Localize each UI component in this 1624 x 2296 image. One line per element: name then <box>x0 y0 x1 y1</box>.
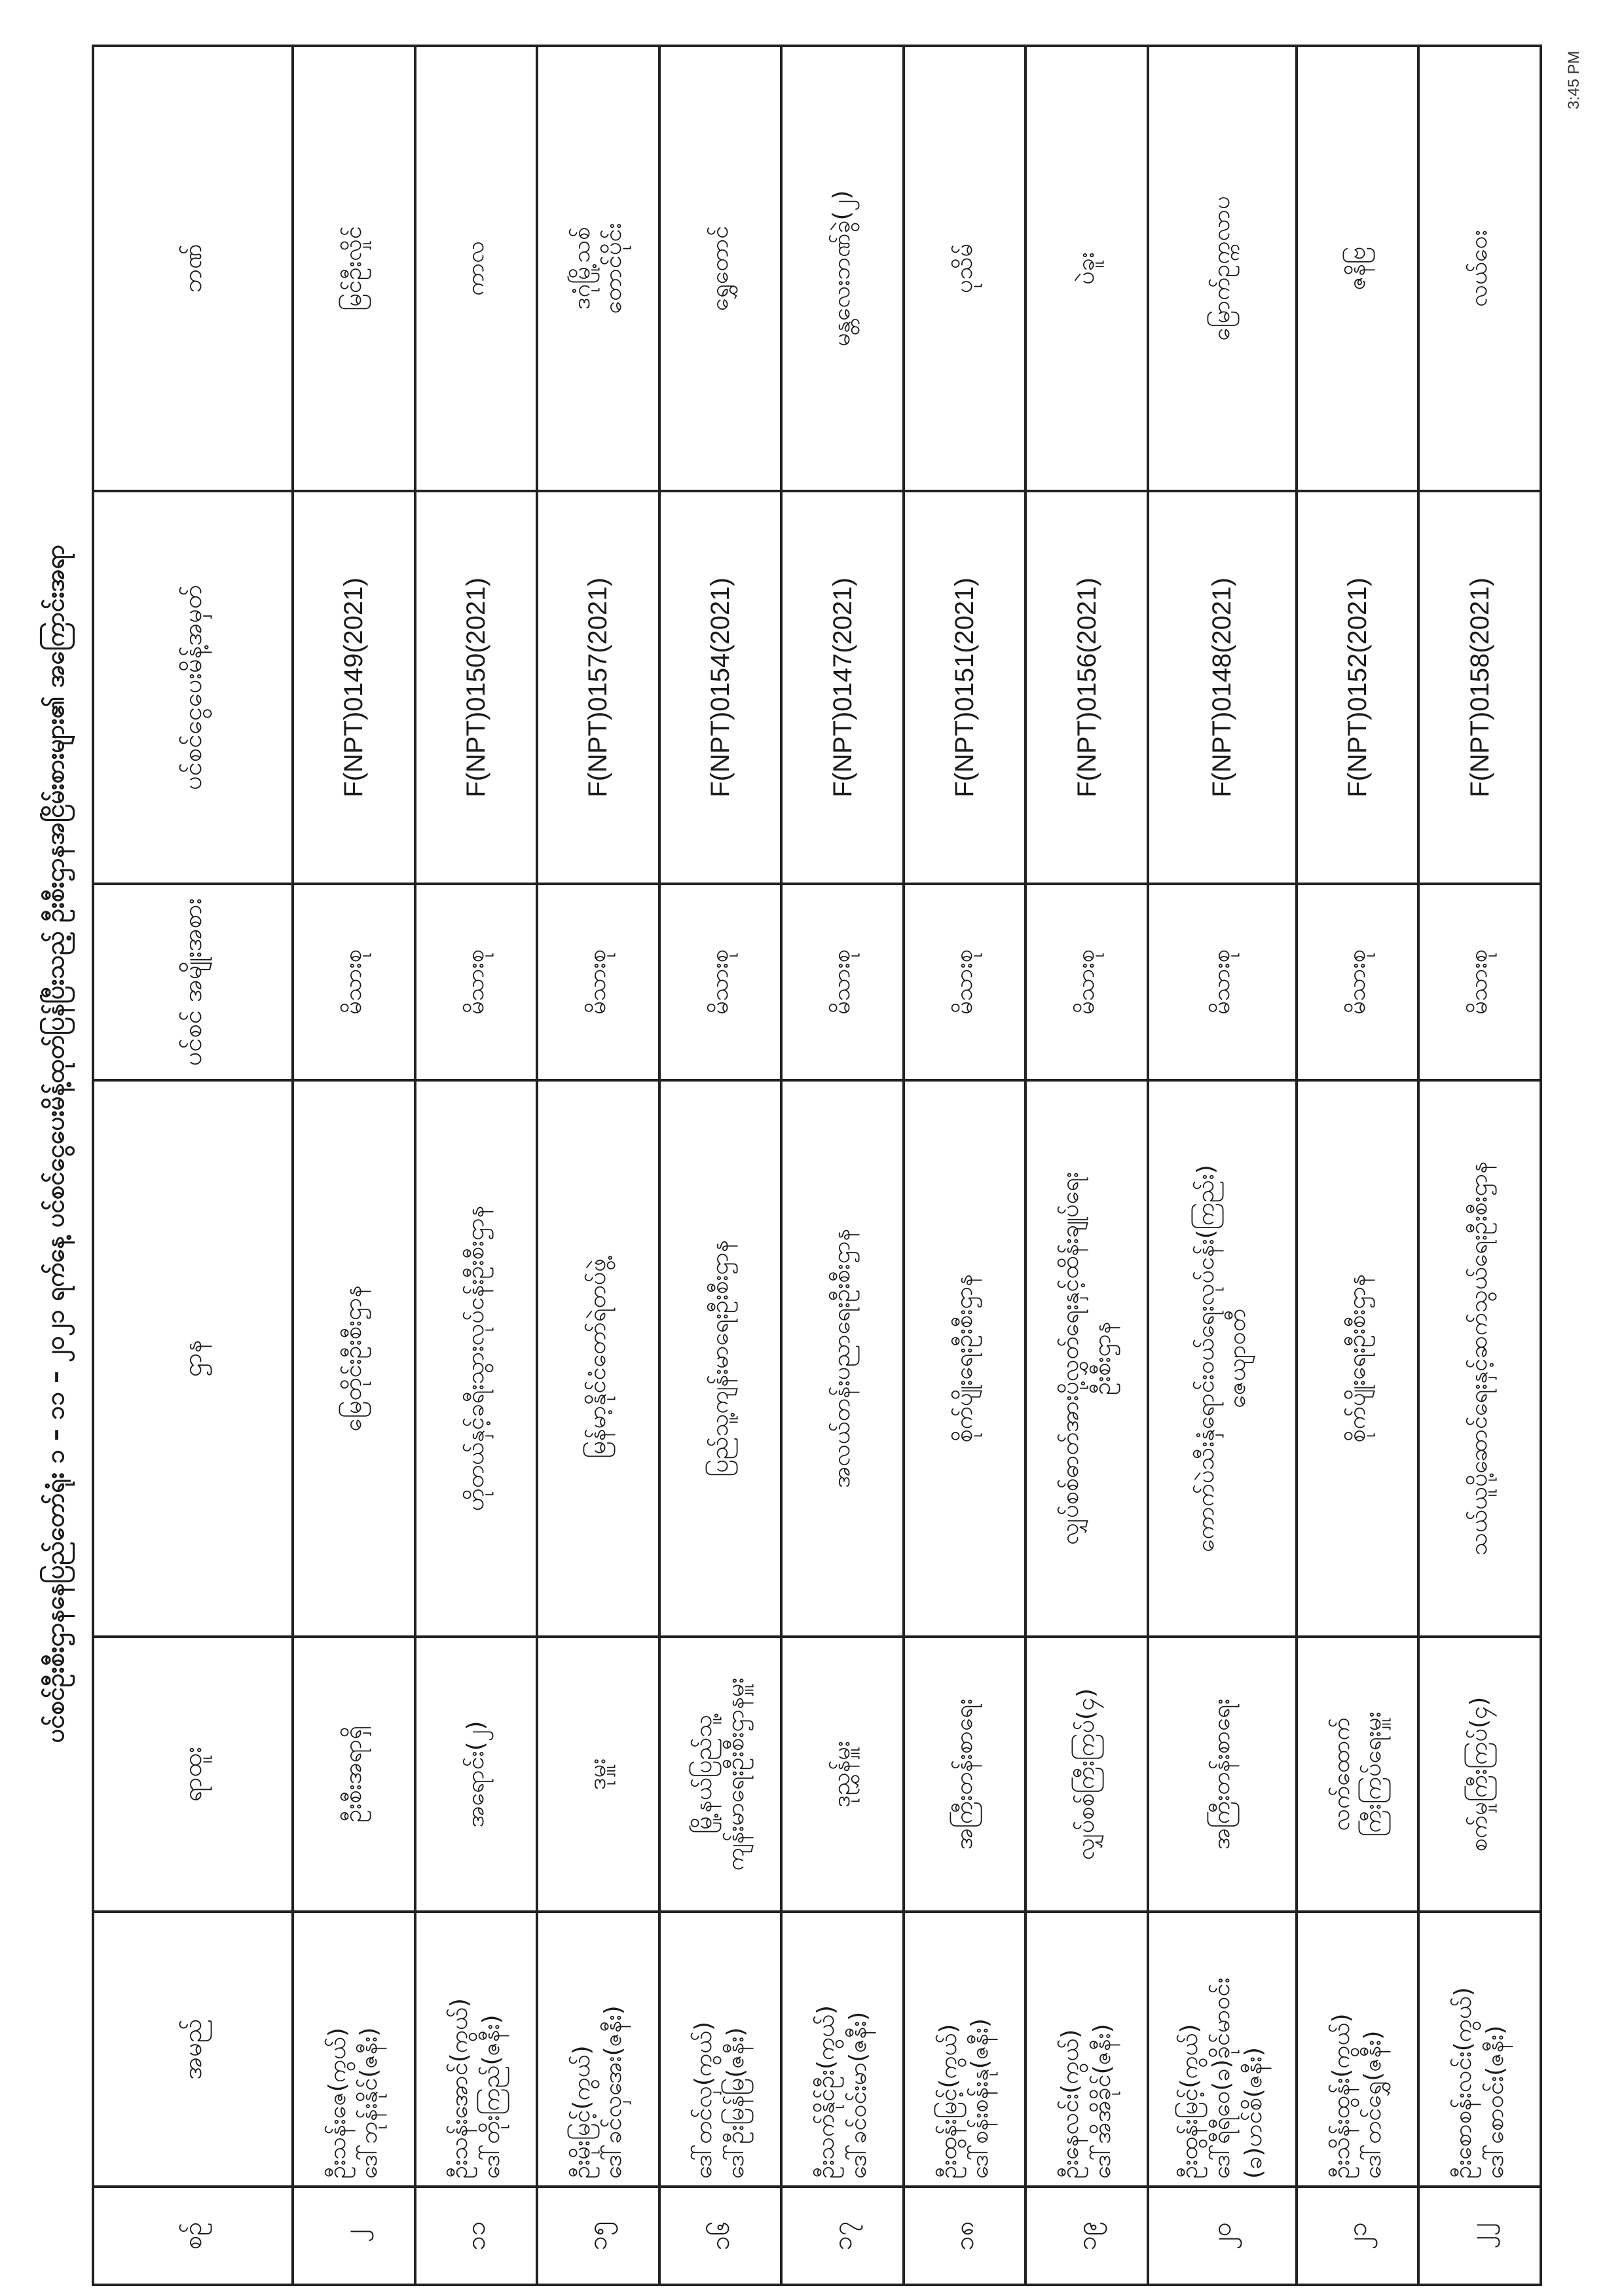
cell-type: မိသားစု <box>293 884 415 1080</box>
header-name: အမည် <box>93 1912 293 2187</box>
table-row <box>415 46 538 2285</box>
cell-name-line: ဒေါ်ဘုန်းနိုင်(ဇနီး) <box>356 2027 383 2179</box>
cell-name-line: ဒေါ်ခင်လှအေး(ဇနီး) <box>600 2005 627 2179</box>
cell-name <box>537 1912 659 2187</box>
header-row <box>93 46 293 2285</box>
cell-dept <box>293 1080 415 1637</box>
cell-rank <box>1418 1637 1541 1912</box>
cell-rank-line: စက်မှုကြီးကြပ်(၄) <box>1466 1696 1493 1852</box>
cell-dept <box>1148 1080 1297 1637</box>
cell-dept-line: ဟိုတယ်နှင့်ခရီးသွားလုပ်ငန်းဦးစီးဌာန <box>462 1205 489 1512</box>
cell-order: F(NPT)0154(2021) <box>659 491 782 884</box>
cell-rank <box>1025 1637 1148 1912</box>
cell-bank <box>537 46 659 491</box>
cell-rank-line: ကျန်းမာရေးဦးစီးဌာနမှူး <box>722 1677 749 1871</box>
cell-order: F(NPT)0148(2021) <box>1148 491 1297 884</box>
cell-bank-line: လယ်ဝေး <box>1466 230 1493 307</box>
cell-bank <box>1025 46 1148 491</box>
header-no: စဉ် <box>93 2187 293 2285</box>
cell-name <box>781 1912 904 2187</box>
cell-rank-line: မြို့နယ်ပြည်သူ့ <box>690 1715 718 1834</box>
cell-bank-line: ဒဂုံမြို့သစ် <box>568 227 595 310</box>
cell-no: ၂၀ <box>1148 2187 1297 2285</box>
cell-bank-line: ကာလ <box>462 241 489 296</box>
cell-name-line: ဒေါ်စန်းစန်းနု(ဇနီး) <box>967 2018 994 2179</box>
cell-dept <box>1418 1080 1541 1637</box>
cell-bank <box>293 46 415 491</box>
cell-rank-line: အကြီးတန်းစာရေး <box>950 1698 978 1850</box>
cell-name-line: ဒေါ်တင်လှ(ကွယ်) <box>690 2021 718 2179</box>
cell-name-line: ဦးစောစန်းလင်း(ကွယ်) <box>1450 1987 1477 2179</box>
cell-bank-line: မြင်ဦးလှိုင် <box>339 226 367 311</box>
cell-dept <box>781 1080 904 1637</box>
header-bank: ဘဏ် <box>93 46 293 491</box>
cell-rank <box>415 1637 538 1912</box>
cell-dept <box>415 1080 538 1637</box>
cell-dept-line: စိုက်ပျိုးရေးဦးစီးဌာန <box>1343 1274 1371 1443</box>
cell-bank-line: မြောက်ဥက္ကလာပ <box>1208 196 1236 341</box>
cell-bank-line: တောင်ပိုင်း <box>600 223 627 314</box>
cell-no: ၂၁ <box>1297 2187 1419 2285</box>
table-row <box>1148 46 1297 2285</box>
cell-name-line: ဦးထွန်းမြင့်(ကွယ်) <box>934 2024 962 2179</box>
cell-dept-line: မြေတိုင်းဦးစီးဌာန <box>339 1285 367 1432</box>
table-row <box>537 46 659 2285</box>
cell-bank <box>415 46 538 491</box>
cell-bank <box>1148 46 1297 491</box>
cell-name <box>1418 1912 1541 2187</box>
cell-order: F(NPT)0156(2021) <box>1025 491 1148 884</box>
cell-type: မိသားစု <box>1025 884 1148 1080</box>
cell-name-line: ဒေါ်အိအိခိုင်(ဇနီး) <box>1088 2024 1116 2179</box>
cell-rank <box>781 1637 904 1912</box>
cell-name-line: ဦးထွန်းမြင့်(ကွယ်) <box>1176 2024 1204 2179</box>
table-row <box>1025 46 1148 2285</box>
cell-dept-line: ကောက်ပဲသီးနှံရောင်းဝယ်ရေးလုပ်ငန်း(ကြည်း) <box>1192 1165 1219 1552</box>
cell-name-line: ဦးသန်းအောင်(ကွယ်) <box>446 1998 473 2179</box>
timestamp: 3:45 PM <box>1565 50 1583 109</box>
cell-dept-line: အလယ်တန်းပညာရေးဦးစီးဌာန <box>828 1229 856 1488</box>
cell-dept-line: ဇေယျာဝတီ <box>1224 1309 1251 1408</box>
cell-order: F(NPT)0147(2021) <box>781 491 904 884</box>
cell-order: F(NPT)0152(2021) <box>1297 491 1419 884</box>
cell-rank <box>904 1637 1026 1912</box>
table-row <box>1297 46 1419 2285</box>
cell-dept-line: လျှပ်စစ်ဓာတ်အားပို့လွှတ်ရေးနှင့်ထိန်းချုပ်ရေး <box>1057 1172 1084 1545</box>
cell-dept <box>537 1080 659 1637</box>
cell-name <box>659 1912 782 2187</box>
table-row <box>659 46 782 2285</box>
cell-rank-line: ကြီးကြပ်ရေးမှူး <box>1359 1711 1387 1837</box>
cell-dept-line: ပြည်သူ့ကျန်းမာရေးဦးစီးဌာန <box>706 1240 733 1477</box>
cell-name-line: ဦးသန်းဇေ(ကွယ်) <box>323 2028 351 2179</box>
cell-name <box>1025 1912 1148 2187</box>
page-title: ပင်စင်ဦးစီးဌာနနေပြည်တော်ရုံး ၁ – ၁၁ – ၂၀၂၁ ရက်နေ့ ပင်စင်ငွေ‌ပေးမိန့်ထုတ်ပြန်ပြီးသည့် ဦးစီးဌာနအငြိမ်းစားများ၏ အ‌‌ကြောင်းအရာ <box>41 544 69 1743</box>
cell-name-line: ဒေါ်တိုးကြည်(ဇနီး) <box>477 2014 505 2179</box>
cell-dept-line: စိုက်ပျိုးရေးဦးစီးဌာန <box>950 1274 978 1443</box>
cell-name-line: ဒေါ်တင်ရွှေ(ဇနီး) <box>1359 2030 1387 2179</box>
cell-type: မိသားစု <box>1418 884 1541 1080</box>
cell-no: ၁၅ <box>537 2187 659 2285</box>
header-rank: ရာထူး <box>93 1637 293 1912</box>
cell-order: F(NPT)0149(2021) <box>293 491 415 884</box>
cell-type: မိသားစု <box>1148 884 1297 1080</box>
cell-type: မိသားစု <box>904 884 1026 1080</box>
cell-rank-line: အကြီးတန်းစာရေး <box>1208 1698 1236 1850</box>
cell-rank-line: ဒုညွှန်မှူး <box>828 1741 856 1808</box>
cell-name-line: ဦးမိုးမြင့်(ကွယ်) <box>568 2045 595 2179</box>
cell-bank <box>781 46 904 491</box>
cell-order: F(NPT)0150(2021) <box>415 491 538 884</box>
cell-name-line: ဒေါ်ရီရီဝေ(ခ)ခိုင်မာဝင်း <box>1208 1977 1236 2179</box>
cell-name-line: ဒေါ်စောဝင်း(ဇနီး) <box>1481 2025 1509 2179</box>
cell-type: မိသားစု <box>537 884 659 1080</box>
cell-bank-line: ပုသိမ် <box>950 244 978 293</box>
table-row <box>1418 46 1541 2285</box>
cell-rank-line: အရောင်း(၂) <box>462 1721 489 1828</box>
header-type: ပင်စင် အမျိုးအစား <box>93 884 293 1080</box>
cell-order: F(NPT)0151(2021) <box>904 491 1026 884</box>
cell-dept-line: မြန်မာ့နိုင်ငံတော်ရဲတပ်ဖွဲ့ <box>584 1258 612 1459</box>
cell-type: မိသားစု <box>781 884 904 1080</box>
cell-bank <box>1297 46 1419 491</box>
cell-rank-line: လက်ထောက် <box>1327 1717 1355 1831</box>
cell-bank <box>1418 46 1541 491</box>
cell-dept-line: သယ်ယူပို့ဆောင်ရေးနှင့်ဆက်သွယ်ရေးဦးစီးဌာန <box>1466 1161 1493 1556</box>
cell-name <box>293 1912 415 2187</box>
cell-rank <box>1297 1637 1419 1912</box>
cell-no: ၁၁ <box>415 2187 538 2285</box>
cell-rank-line: လျှပ်စစ်ကြီးကြပ်(၄) <box>1073 1688 1100 1861</box>
cell-bank-line: မန္တလေးဘဏ်ခွဲ(၂) <box>828 190 856 347</box>
cell-bank <box>904 46 1026 491</box>
table-row <box>293 46 415 2285</box>
cell-name <box>415 1912 538 2187</box>
cell-bank-line: ပဲခူး <box>1073 252 1100 285</box>
cell-no: ၁၇ <box>781 2187 904 2285</box>
cell-no: ၁၉ <box>1025 2187 1148 2285</box>
cell-bank-line: ဇနိဗြ <box>1343 246 1371 291</box>
cell-type: မိသားစု <box>659 884 782 1080</box>
cell-name-line: ဒေါ်ဦးမြန်မြ(ဇနီး) <box>722 2027 749 2179</box>
cell-name-line: ဦးနေလင်း(ကွယ်) <box>1057 2029 1084 2179</box>
cell-name <box>1148 1912 1297 2187</box>
cell-no: ၂၂ <box>1418 2187 1541 2285</box>
table-row <box>781 46 904 2285</box>
cell-dept <box>659 1080 782 1637</box>
cell-name-line: ဒေါ်ခင်ဝင်းမာ(ဇနီး) <box>844 2011 872 2179</box>
cell-rank <box>537 1637 659 1912</box>
cell-order: F(NPT)0157(2021) <box>537 491 659 884</box>
header-dept: ဌာန <box>93 1080 293 1637</box>
cell-name-line: ဦးသက်နိုင်ဦး(ကွယ်) <box>812 2005 840 2179</box>
cell-name-line: ဦးသိန်းထွန်း(ကွယ်) <box>1327 2013 1355 2179</box>
cell-rank <box>659 1637 782 1912</box>
cell-bank <box>659 46 782 491</box>
cell-type: မိသားစု <box>1297 884 1419 1080</box>
cell-rank-line: ဒုမှူး <box>584 1758 612 1791</box>
cell-name <box>904 1912 1026 2187</box>
cell-dept <box>904 1080 1026 1637</box>
cell-name <box>1297 1912 1419 2187</box>
cell-rank <box>293 1637 415 1912</box>
cell-rank-line: ဦးစီးအရာရှိ <box>339 1726 367 1823</box>
cell-bank-line: ရွှေတောင် <box>706 225 733 312</box>
cell-no: ၂ <box>293 2187 415 2285</box>
cell-dept <box>1297 1080 1419 1637</box>
cell-dept <box>1025 1080 1148 1637</box>
cell-rank <box>1148 1637 1297 1912</box>
cell-no: ၁၈ <box>904 2187 1026 2285</box>
header-order: ပင်စင်ငွေ‌ပေးမိန့်အမှတ် <box>93 491 293 884</box>
cell-name-line: (ခ)ဟင်စိ(ဇနီး) <box>1240 2047 1267 2179</box>
cell-dept-line: ဦးစီးဌာန <box>1088 1322 1116 1395</box>
cell-type: မိသားစု <box>415 884 538 1080</box>
pension-table <box>92 45 1542 2286</box>
cell-no: ၁၆ <box>659 2187 782 2285</box>
cell-order: F(NPT)0158(2021) <box>1418 491 1541 884</box>
table-row <box>904 46 1026 2285</box>
